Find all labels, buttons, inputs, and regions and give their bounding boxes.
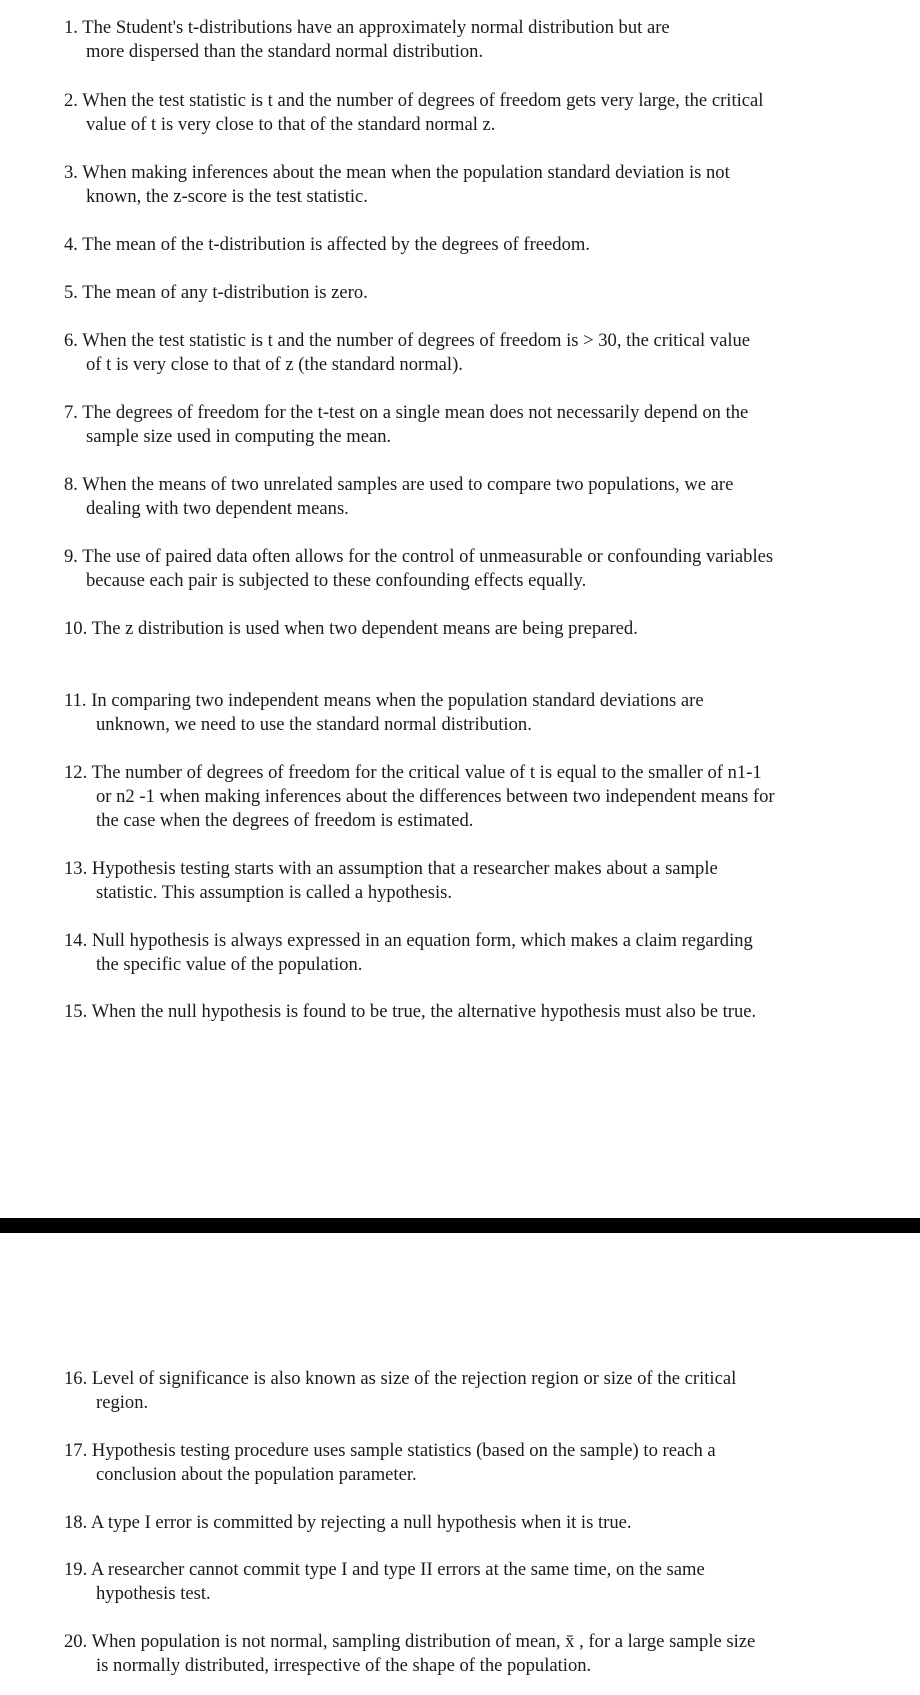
question-7: 7. The degrees of freedom for the t-test on a single mean does not necessarily depend on the sample size used in computing the mean. xyxy=(64,402,749,447)
question-4: 4. The mean of the t-distribution is affected by the degrees of freedom. xyxy=(64,234,590,255)
question-18: 18. A type I error is committed by rejecting a null hypothesis when it is true. xyxy=(64,1512,632,1533)
page-separator xyxy=(0,1218,920,1233)
document-page-bottom xyxy=(0,1233,920,1695)
question-5: 5. The mean of any t-distribution is zero. xyxy=(64,282,368,303)
question-10: 10. The z distribution is used when two dependent means are being prepared. xyxy=(64,618,638,639)
question-12: 12. The number of degrees of freedom for the critical value of t is equal to the smaller of n1-1 or n2 -1 when making inferences about the differences between two independent means for the case when the degrees of freedom is estimated. xyxy=(64,762,775,831)
question-19: 19. A researcher cannot commit type I and type II errors at the same time, on the same hypothesis test. xyxy=(64,1559,705,1604)
question-20: 20. When population is not normal, sampling distribution of mean, x̄ , for a large sample size is normally distributed, irrespective of the shape of the population. xyxy=(64,1631,756,1676)
question-1: 1. The Student's t-distributions have an approximately normal distribution but are more dispersed than the standard normal distribution. xyxy=(64,17,670,62)
question-14: 14. Null hypothesis is always expressed in an equation form, which makes a claim regarding the specific value of the population. xyxy=(64,930,753,975)
question-6: 6. When the test statistic is t and the number of degrees of freedom is > 30, the critical value of t is very close to that of z (the standard normal). xyxy=(64,330,751,375)
question-3: 3. When making inferences about the mean when the population standard deviation is not known, the z-score is the test statistic. xyxy=(64,162,730,207)
question-16: 16. Level of significance is also known as size of the rejection region or size of the critical region. xyxy=(64,1368,737,1413)
question-15: 15. When the null hypothesis is found to be true, the alternative hypothesis must also be true. xyxy=(64,1001,757,1022)
question-13: 13. Hypothesis testing starts with an assumption that a researcher makes about a sample statistic. This assumption is called a hypothesis. xyxy=(64,858,718,903)
question-17: 17. Hypothesis testing procedure uses sample statistics (based on the sample) to reach a conclusion about the population parameter. xyxy=(64,1440,716,1485)
question-2: 2. When the test statistic is t and the number of degrees of freedom gets very large, the critical value of t is very close to that of the standard normal z. xyxy=(64,90,764,135)
question-9: 9. The use of paired data often allows for the control of unmeasurable or confounding variables because each pair is subjected to these confounding effects equally. xyxy=(64,546,774,591)
question-8: 8. When the means of two unrelated samples are used to compare two populations, we are dealing with two dependent means. xyxy=(64,474,734,519)
question-11: 11. In comparing two independent means when the population standard deviations are unknown, we need to use the standard normal distribution. xyxy=(64,690,704,735)
